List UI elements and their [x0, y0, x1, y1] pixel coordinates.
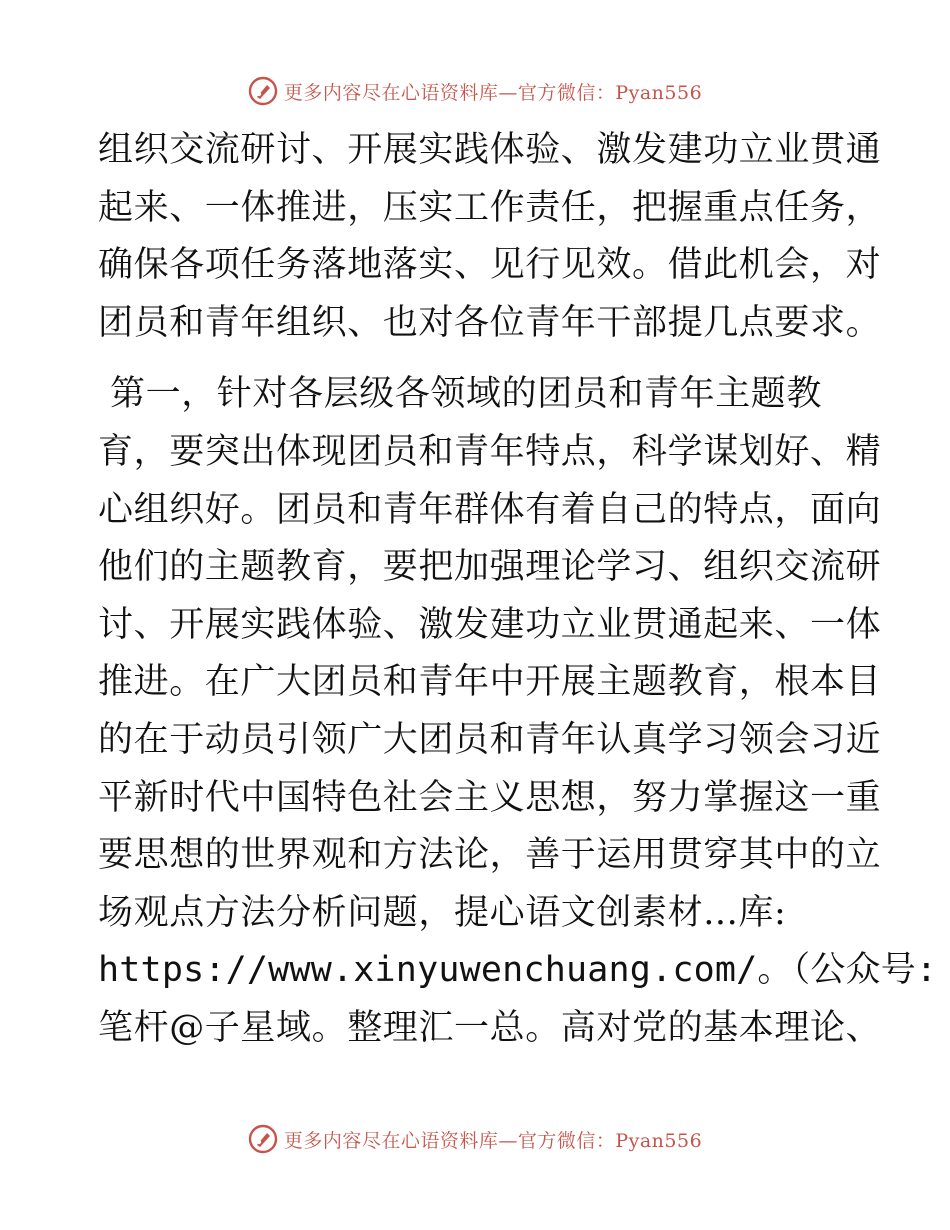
- paragraph-2: [98, 366, 938, 1057]
- text-line: 他们的主题教育，要把加强理论学习、组织交流研: [98, 547, 882, 588]
- text-line: 推进。在广大团员和青年中开展主题教育，根本目: [98, 662, 882, 703]
- footer-watermark: [0, 1122, 950, 1156]
- header-watermark: [0, 74, 950, 108]
- document-body: [98, 122, 938, 1058]
- text-line: 确保各项任务落地落实、见行见效。借此机会，对: [98, 245, 882, 286]
- footer-watermark-text: 更多内容尽在心语资料库—官方微信：Pyan556: [283, 1129, 703, 1152]
- text-line: 的在于动员引领广大团员和青年认真学习领会习近: [98, 719, 882, 760]
- text-line: 育，要突出体现团员和青年特点，科学谋划好、精: [98, 431, 882, 472]
- text-line: 要思想的世界观和方法论，善于运用贯穿其中的立: [98, 835, 882, 876]
- text-line: 笔杆@子星域。整理汇一总。高对党的基本理论、: [98, 1007, 882, 1048]
- pen-nib-logo-icon: [248, 76, 278, 106]
- paragraph-gap: [98, 352, 858, 366]
- text-line: 起来、一体推进，压实工作责任，把握重点任务，: [98, 187, 882, 228]
- header-watermark-text: 更多内容尽在心语资料库—官方微信：Pyan556: [283, 81, 703, 104]
- text-line: 讨、开展实践体验、激发建功立业贯通起来、一体: [98, 604, 882, 645]
- text-line: 心组织好。团员和青年群体有着自己的特点，面向: [98, 489, 882, 530]
- text-line: 场观点方法分析问题，提心语文创素材...库:: [98, 892, 787, 933]
- text-line: 第一，针对各层级各领域的团员和青年主题教: [110, 374, 823, 415]
- text-line: 平新时代中国特色社会主义思想，努力掌握这一重: [98, 777, 882, 818]
- paragraph-1: [98, 122, 882, 352]
- text-line: 团员和青年组织、也对各位青年干部提几点要求。: [98, 302, 882, 343]
- url-line: https://www.xinyuwenchuang.com/。（公众号:: [98, 950, 938, 991]
- text-line: 组织交流研讨、开展实践体验、激发建功立业贯通: [98, 130, 882, 170]
- pen-nib-logo-icon: [248, 1124, 278, 1154]
